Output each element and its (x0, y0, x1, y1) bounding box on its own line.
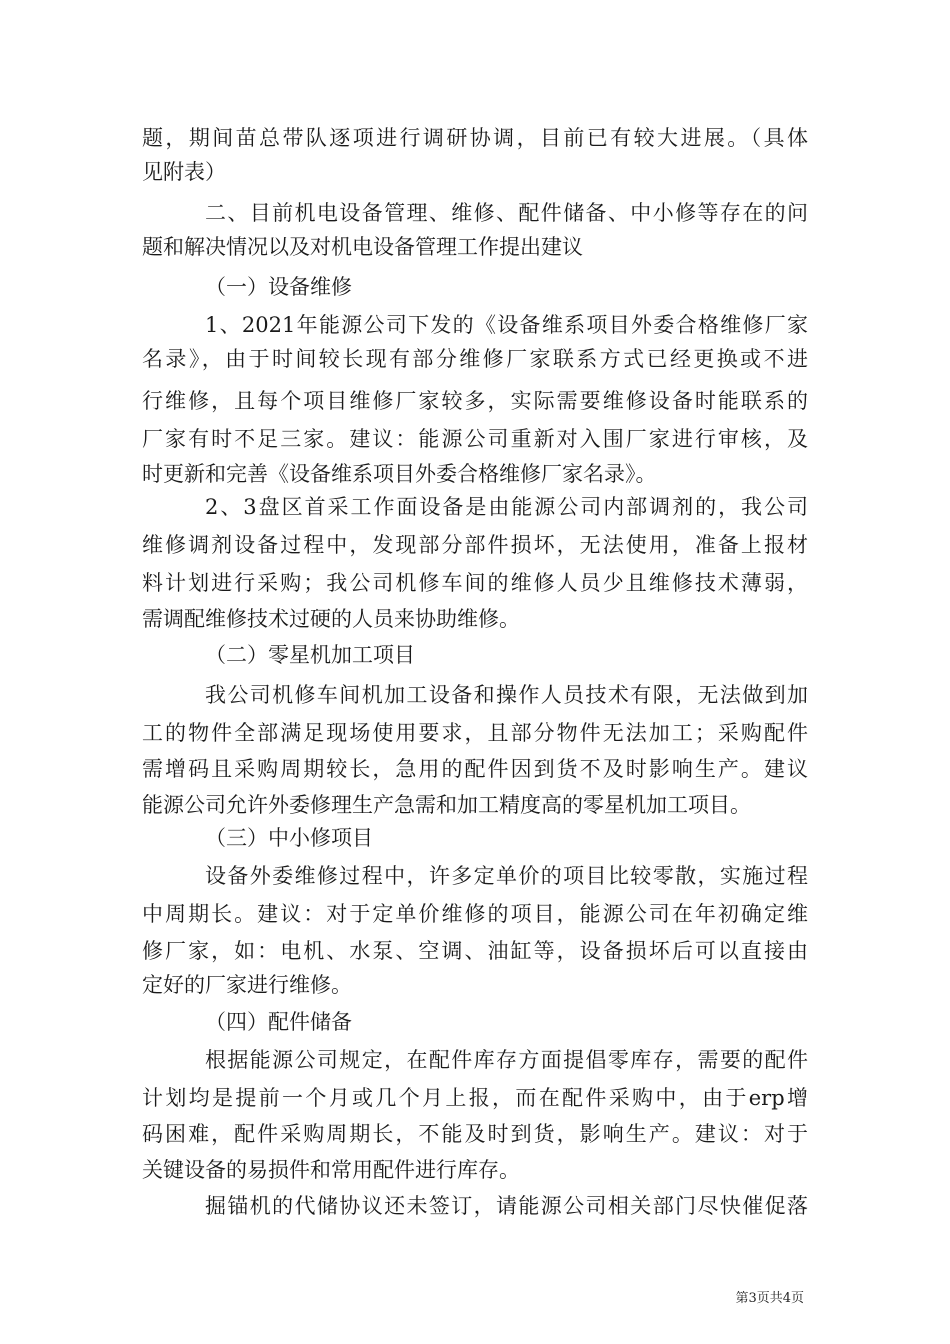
paragraph-line: 修厂家，如：电机、水泵、空调、油缸等，设备损坏后可以直接由 (142, 939, 808, 963)
paragraph-line: 时更新和完善《设备维系项目外委合格维修厂家名录》。 (142, 462, 657, 486)
paragraph-line: 计划均是提前一个月或几个月上报，而在配件采购中，由于erp增 (142, 1086, 808, 1110)
paragraph-line: 见附表） (142, 160, 226, 184)
paragraph-line: 2、3盘区首采工作面设备是由能源公司内部调剂的，我公司 (205, 495, 808, 519)
paragraph-line: 设备外委维修过程中，许多定单价的项目比较零散，实施过程 (205, 864, 808, 888)
paragraph-line: 题，期间苗总带队逐项进行调研协调，目前已有较大进展。（具体 (142, 126, 808, 150)
paragraph-line: 维修调剂设备过程中，发现部分部件损坏，无法使用，准备上报材 (142, 533, 808, 557)
paragraph-line: 掘锚机的代储协议还未签订，请能源公司相关部门尽快催促落 (205, 1194, 808, 1218)
paragraph-line: 中周期长。建议：对于定单价维修的项目，能源公司在年初确定维 (142, 902, 808, 926)
subsection-heading: （二）零星机加工项目 (205, 643, 415, 667)
subsection-heading: （一）设备维修 (205, 275, 352, 299)
subsection-heading: （四）配件储备 (205, 1010, 352, 1034)
paragraph-line: 关键设备的易损件和常用配件进行库存。 (142, 1158, 520, 1182)
paragraph-line: 料计划进行采购；我公司机修车间的维修人员少且维修技术薄弱， (142, 571, 808, 595)
paragraph-line: 定好的厂家进行维修。 (142, 973, 352, 997)
paragraph-line: 工的物件全部满足现场使用要求，且部分物件无法加工；采购配件 (142, 721, 808, 745)
paragraph-line: 根据能源公司规定，在配件库存方面提倡零库存，需要的配件 (205, 1048, 808, 1072)
paragraph-line: 行维修，且每个项目维修厂家较多，实际需要维修设备时能联系的 (142, 389, 808, 413)
page-number: 第3页共4页 (735, 1291, 804, 1306)
section-heading: 题和解决情况以及对机电设备管理工作提出建议 (142, 235, 583, 259)
paragraph-line: 需调配维修技术过硬的人员来协助维修。 (142, 607, 520, 631)
section-heading: 二、目前机电设备管理、维修、配件储备、中小修等存在的问 (205, 201, 808, 225)
paragraph-line: 名录》，由于时间较长现有部分维修厂家联系方式已经更换或不进 (142, 347, 808, 371)
paragraph-line: 厂家有时不足三家。建议：能源公司重新对入围厂家进行审核，及 (142, 427, 808, 451)
paragraph-line: 码困难，配件采购周期长，不能及时到货，影响生产。建议：对于 (142, 1122, 808, 1146)
paragraph-line: 需增码且采购周期较长，急用的配件因到货不及时影响生产。建议 (142, 757, 808, 781)
paragraph-line: 我公司机修车间机加工设备和操作人员技术有限，无法做到加 (205, 683, 808, 707)
subsection-heading: （三）中小修项目 (205, 826, 373, 850)
paragraph-line: 1、2021年能源公司下发的《设备维系项目外委合格维修厂家 (205, 313, 808, 337)
paragraph-line: 能源公司允许外委修理生产急需和加工精度高的零星机加工项目。 (142, 793, 751, 817)
